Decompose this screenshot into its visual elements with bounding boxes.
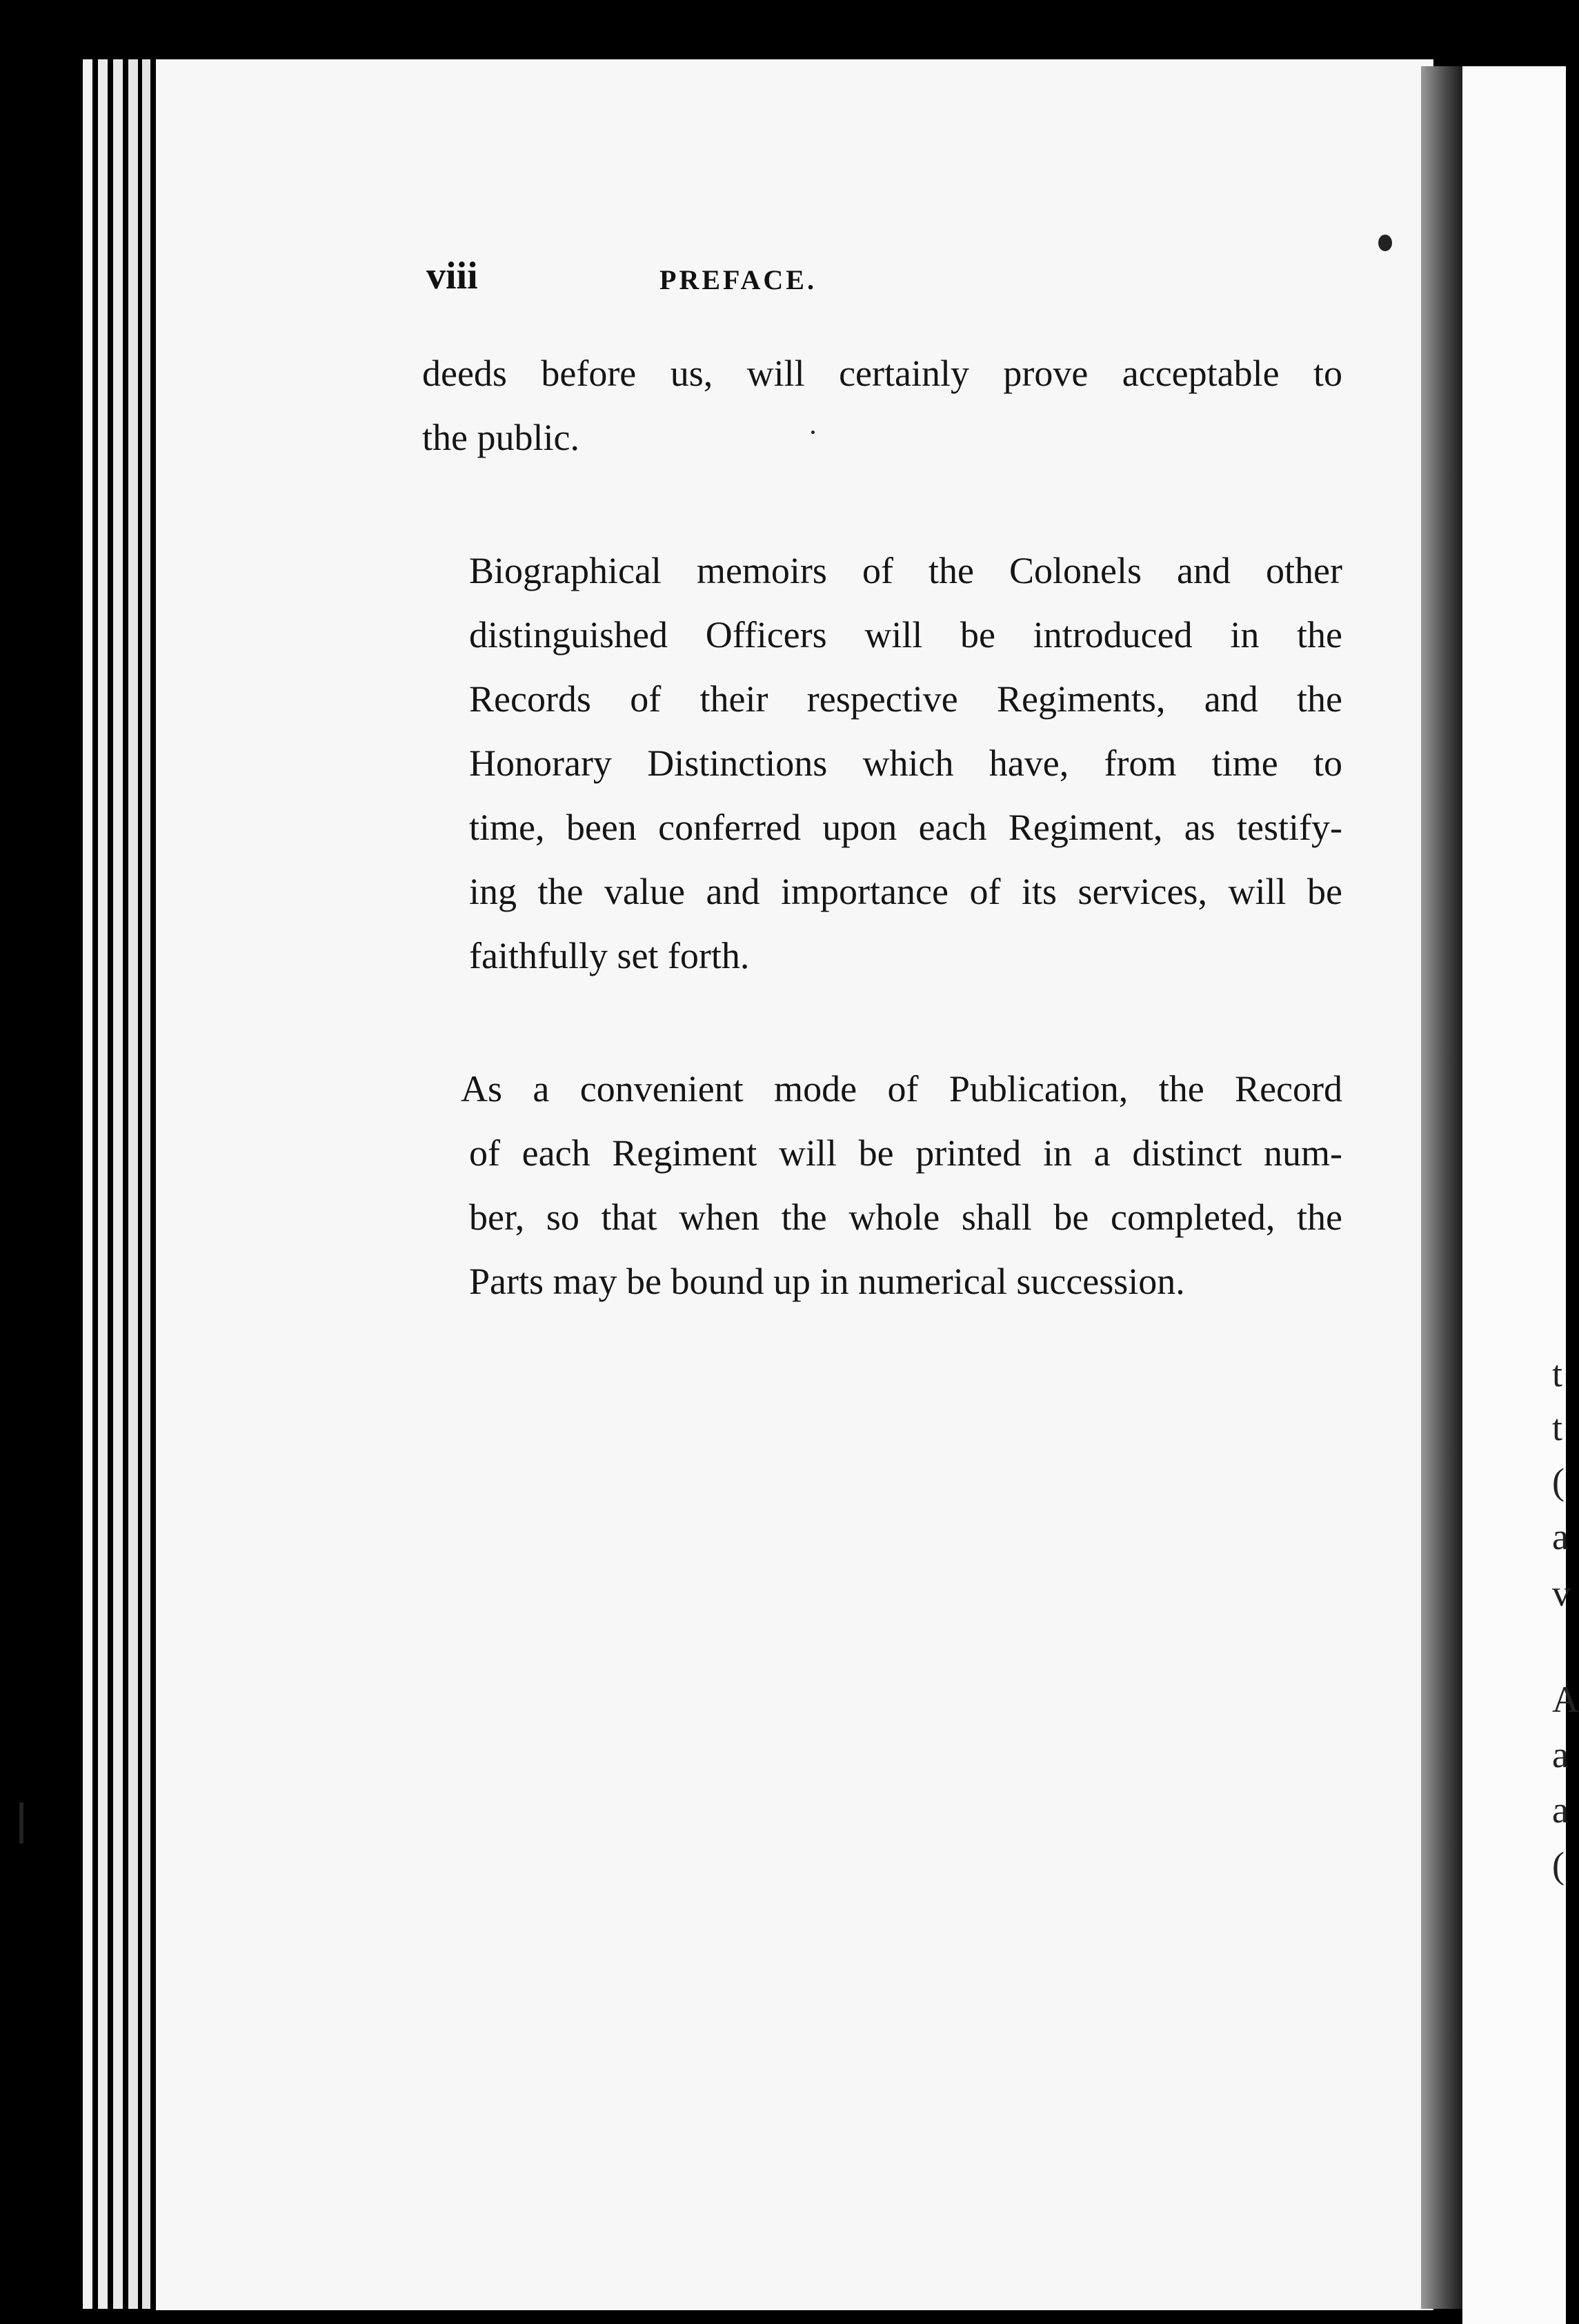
facing-page-glyph: ( [1552, 1844, 1565, 1886]
text-line: time, been conferred upon each Regiment, as testify- [469, 807, 1342, 848]
text-line: distinguished Officers will be introduced in the [469, 614, 1342, 656]
running-head: PREFACE. [659, 264, 817, 295]
page-edge [128, 59, 138, 2309]
ink-speck [1378, 235, 1392, 251]
text-line: ber, so that when the whole shall be completed, the [469, 1197, 1342, 1238]
page-number: viii [426, 255, 478, 297]
paragraph [422, 539, 1342, 988]
facing-page [1462, 66, 1566, 2324]
binding-shadow [1421, 66, 1462, 2309]
page-edge [98, 59, 108, 2309]
page-edge [142, 59, 150, 2309]
paragraph [422, 342, 1342, 470]
facing-page-glyph: A [1552, 1679, 1579, 1720]
text-line: Biographical memoirs of the Colonels and other [469, 550, 1342, 591]
facing-page-glyph: ( [1552, 1461, 1565, 1502]
facing-page-glyph: t [1552, 1407, 1563, 1448]
facing-page-glyph: t [1552, 1353, 1563, 1395]
text-line: ing the value and importance of its services, will be [469, 871, 1342, 912]
facing-page-glyph: v [1552, 1573, 1571, 1614]
text-line: As a convenient mode of Publication, the Record [461, 1068, 1342, 1110]
page-edge [113, 59, 123, 2309]
body-text [422, 342, 1342, 1383]
facing-page-glyph: a [1552, 1734, 1569, 1775]
text-line: Honorary Distinctions which have, from time to [469, 742, 1342, 784]
text-line: deeds before us, will certainly prove acceptable to [422, 353, 1342, 394]
ink-speck [19, 1802, 23, 1844]
text-line: faithfully set forth. [469, 935, 750, 976]
page-edge [83, 59, 92, 2309]
text-line: the public. [422, 417, 579, 458]
text-line: Parts may be bound up in numerical succession. [469, 1261, 1185, 1302]
text-line: Records of their respective Regiments, and the [469, 678, 1342, 720]
text-line: of each Regiment will be printed in a distinct num- [469, 1132, 1342, 1174]
facing-page-glyph: a [1552, 1789, 1569, 1831]
facing-page-glyph: a [1552, 1516, 1569, 1557]
paragraph [422, 1057, 1342, 1314]
